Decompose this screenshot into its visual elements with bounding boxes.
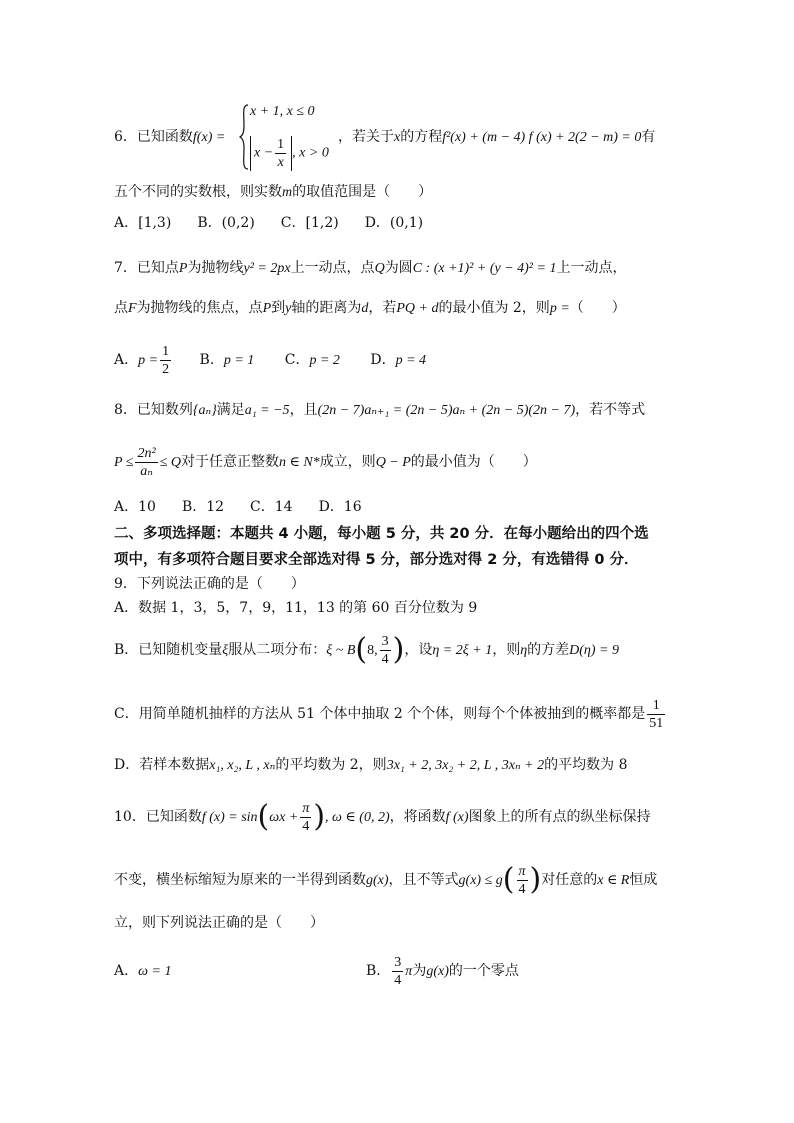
q9-option-b[interactable]: B．已知随机变量ξ服从二项分布：ξ ~ B(8, $\frac{3}{4}$ )，设η = 2ξ + 1，则η的方差D(η) = 9: [114, 632, 619, 667]
q6-option-d[interactable]: D．(0,1): [364, 215, 424, 231]
q8-options: [114, 497, 388, 517]
q9-option-a[interactable]: A．数据 1，3，5，7，9，11，13 的第 60 百分位数为 9: [114, 600, 478, 616]
q6-equation: f²(x) + (m − 4) f (x) + 2(2 − m) = 0: [442, 130, 642, 145]
q10-line1: 10．已知函数f (x) = sin(ωx + $\frac{\pi}{4}$ ), ω ∈ (0, 2)，将函数f (x)图象上的所有点的纵坐标保持: [114, 799, 651, 834]
q7-line1: 7．已知点P为抛物线y² = 2px上一动点，点Q为圆C : (x +1)² + (y − 4)² = 1上一动点，: [114, 260, 627, 276]
q6-option-b[interactable]: B．(0,2): [197, 215, 255, 231]
q10-line3: 立，则下列说法正确的是（ ）: [114, 915, 324, 931]
q9-option-c[interactable]: C．用简单随机抽样的方法从 51 个体中抽取 2 个个体，则每个个体被抽到的概率都是 $\frac{1}{51}$: [114, 697, 664, 731]
q9-stem: 9．下列说法正确的是（ ）: [114, 576, 305, 592]
q6-option-a[interactable]: A．[1,3): [114, 215, 172, 231]
q6-line2: 五个不同的实数根，则实数m的取值范围是（ ）: [114, 184, 433, 200]
q8-line1: 8．已知数列{aₙ}满足a₁ = −5，且(2n − 7)aₙ₊₁ = (2n − 5)aₙ + (2n − 5)(2n − 7)，若不等式: [114, 402, 646, 418]
section2-heading-line2: 项中，有多项符合题目要求全部选对得 5 分，部分选对得 2 分，有选错得 0 分．: [114, 552, 639, 568]
q9-option-d[interactable]: D．若样本数据x₁, x₂, L , xₙ的平均数为 2，则3x₁ + 2, 3x₂ + 2, L , 3xₙ + 2的平均数为 8: [114, 757, 628, 773]
q6-lead: 6．已知函数: [114, 129, 193, 145]
q10-option-b[interactable]: B． $\frac{3}{4}$ π为g(x)的一个零点: [366, 954, 519, 988]
q8-option-c[interactable]: C．14: [250, 499, 293, 515]
q8-recurrence: (2n − 7)aₙ₊₁ = (2n − 5)aₙ + (2n − 5)(2n − 7): [317, 403, 576, 418]
q6-line1: [114, 127, 225, 148]
q6-case-brace: [239, 104, 249, 170]
q7-options: [114, 342, 426, 379]
q7-option-c[interactable]: C．p = 2: [284, 352, 340, 368]
q7-option-b[interactable]: B．p = 1: [199, 352, 255, 368]
q7-line2: 点F为抛物线的焦点，点P到y轴的距离为d，若PQ + d的最小值为 2，则p =（ ）: [114, 300, 626, 316]
q6-case2: x − $\frac{1}{x}$ , x > 0: [250, 136, 329, 171]
section2-heading-line1: 二、多项选择题：本题共 4 小题，每小题 5 分，共 20 分．在每小题给出的四个选: [114, 526, 649, 542]
q8-option-a[interactable]: A．10: [114, 499, 156, 515]
q10-option-a[interactable]: A．ω = 1: [114, 963, 172, 979]
q6-options: [114, 213, 449, 233]
q8-option-d[interactable]: D．16: [318, 499, 362, 515]
q8-line2: P ≤ $\frac{\text{2n²}}{\text{aₙ}}$ ≤ Q对于任意正整数n ∈ N*成立，则Q − P的最小值为（ ）: [114, 445, 537, 479]
q7-option-a[interactable]: A．p = $\frac{1}{2}$: [114, 343, 170, 377]
q10-line2: 不变，横坐标缩短为原来的一半得到函数g(x)，且不等式g(x) ≤ g( $\frac{\pi}{4}$ )对任意的x ∈ R恒成: [114, 862, 658, 897]
q7-option-d[interactable]: D．p = 4: [370, 352, 427, 368]
q6-case1: x + 1, x ≤ 0: [250, 104, 315, 119]
q8-option-b[interactable]: B．12: [181, 499, 225, 515]
q6-line1-tail: ，若关于x的方程f²(x) + (m − 4) f (x) + 2(2 − m) = 0有: [338, 129, 656, 145]
q6-option-c[interactable]: C．[1,2): [280, 215, 339, 231]
q6-func: f(x) =: [192, 130, 226, 145]
